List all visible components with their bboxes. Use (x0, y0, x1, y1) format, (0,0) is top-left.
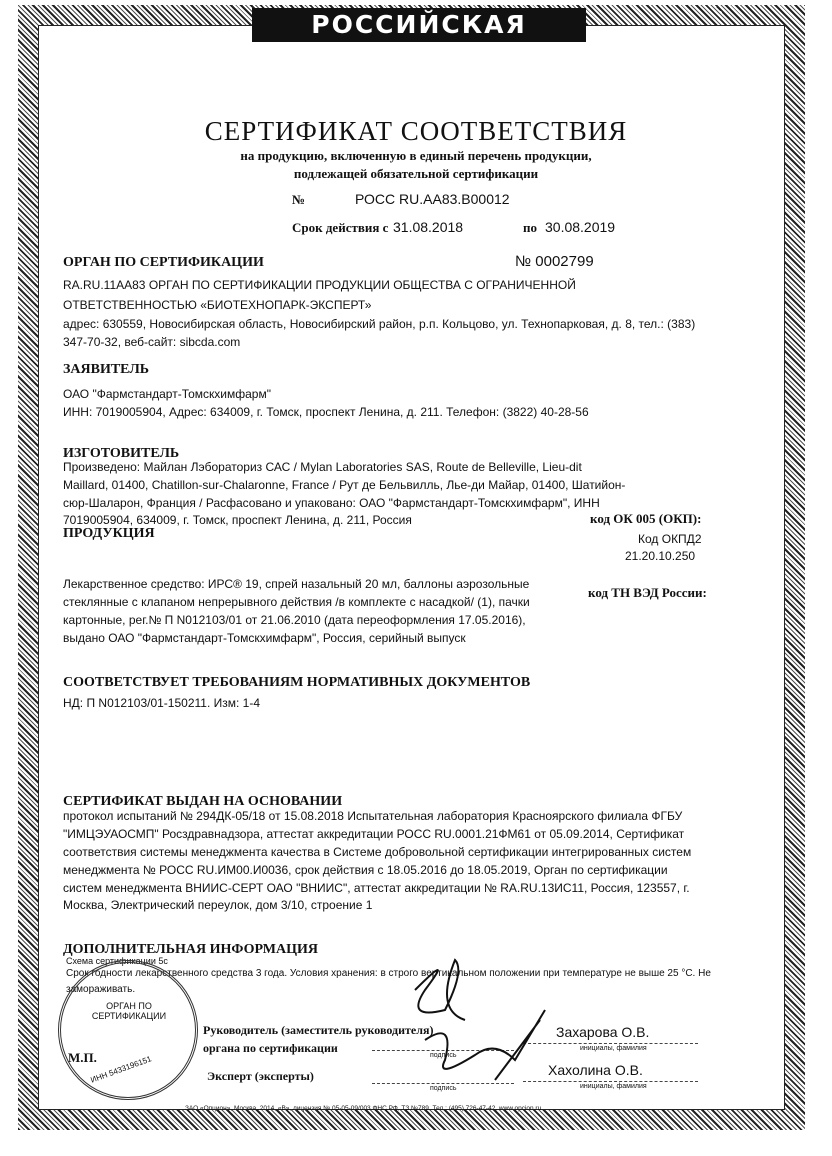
certification-body-heading: ОРГАН ПО СЕРТИФИКАЦИИ (63, 255, 264, 270)
text-line: протокол испытаний № 294ДК-05/18 от 15.08.2018 Испытательная лаборатория Красноярского филиала ФГБУ (63, 809, 683, 823)
signature-caption: подпись (430, 1052, 457, 1059)
text-line: RA.RU.11AA83 ОРГАН ПО СЕРТИФИКАЦИИ ПРОДУКЦИИ ОБЩЕСТВА С ОГРАНИЧЕННОЙ (63, 278, 576, 292)
name-caption: инициалы, фамилия (580, 1083, 647, 1090)
text-line: сюр-Шаларон, Франция / Расфасовано и упаковано: ОАО "Фармстандарт-Томскхимфарм", ИНН (63, 496, 600, 510)
name-caption: инициалы, фамилия (580, 1045, 647, 1052)
expert-label: Эксперт (эксперты) (207, 1069, 314, 1083)
certificate-number: РОСС RU.AA83.B00012 (355, 191, 510, 207)
validity-from: 31.08.2018 (393, 219, 464, 235)
document-title: СЕРТИФИКАТ СООТВЕТСТВИЯ (204, 116, 628, 146)
number-label: № (292, 192, 306, 207)
head-label: органа по сертификации (203, 1041, 338, 1055)
country-banner: РОССИЙСКАЯ ФЕДЕРАЦИЯ (252, 8, 586, 42)
text-line: 7019005904, 634009, г. Томск, проспект Ленина, д. 211, Россия (63, 513, 412, 527)
text-line: Maillard, 01400, Chatillon-sur-Chalaronne, France / Рут де Бельвилль, Лье-ди Майар, 01400, Шатийон- (63, 478, 626, 492)
text-line: адрес: 630559, Новосибирская область, Новосибирский район, р.п. Кольцово, ул. Технопарковая, д. 8, тел.: (383) (63, 317, 696, 331)
product-heading: ПРОДУКЦИЯ (63, 526, 155, 541)
handwritten-signature (395, 950, 555, 1110)
text-line: Произведено: Майлан Лэбораториз САС / Mylan Laboratories SAS, Route de Belleville, Lieu-dit (63, 460, 582, 474)
additional-heading: ДОПОЛНИТЕЛЬНАЯ ИНФОРМАЦИЯ (63, 942, 318, 957)
signature-caption: подпись (430, 1085, 457, 1092)
text-line: ОТВЕТСТВЕННОСТЬЮ «БИОТЕХНОПАРК-ЭКСПЕРТ» (63, 298, 372, 312)
manufacturer-heading: ИЗГОТОВИТЕЛЬ (63, 446, 180, 461)
text-line: картонные, рег.№ П N012103/01 от 21.06.2010 (дата переоформления 17.05.2016), (63, 613, 526, 627)
text-line: НД: П N012103/01-150211. Изм: 1-4 (63, 696, 261, 710)
text-line: 347-70-32, веб-сайт: sibcda.com (63, 335, 241, 349)
text-line: "ИМЦЭУАОСМП" Росздравнадзора, аттестат аккредитации РОСС RU.0001.21ФМ61 от 05.09.2014, Сертификат (63, 827, 685, 841)
okp-code-label: код ОК 005 (ОКП): (590, 511, 702, 526)
official-stamp: ОРГАН ПО СЕРТИФИКАЦИИ ИНН 5433196151 (58, 960, 198, 1100)
text-line: замораживать. (66, 984, 136, 995)
tnved-code-label: код ТН ВЭД России: (588, 585, 707, 600)
text-line: ОАО "Фармстандарт-Томскхимфарм" (63, 387, 271, 401)
text-line: менеджмента № РОСС RU.ИМ00.И0036, срок действия с 18.05.2016 до 18.05.2019, Орган по сертификации (63, 863, 668, 877)
text-line: Лекарственное средство: ИРС® 19, спрей назальный 20 мл, баллоны аэрозольные (63, 577, 530, 591)
printer-footer: ЗАО «Опцион», Москва, 2014, «В», лицензия № 05-05-09/003 ФНС РФ, ТЗ №789. Тел.: (495) 726-47-42, www.opcion.ru (185, 1105, 542, 1112)
head-name: Захарова О.В. (556, 1024, 650, 1040)
seal-place-label: М.П. (68, 1050, 97, 1065)
basis-heading: СЕРТИФИКАТ ВЫДАН НА ОСНОВАНИИ (63, 794, 343, 809)
okpd2-label: Код ОКПД2 (638, 532, 702, 546)
text-line: систем менеджмента ВНИИС-СЕРТ ОАО "ВНИИС", аттестат аккредитации № RA.RU.13ИС11, Россия, 123557, г. (63, 881, 690, 895)
text-line: стеклянные с клапаном непрерывного действия /в комплекте с насадкой/ (1), пачки (63, 595, 530, 609)
head-label: Руководитель (заместитель руководителя) (203, 1023, 434, 1037)
validity-to: 30.08.2019 (545, 219, 616, 235)
text-line: Срок годности лекарственного средства 3 года. Условия хранения: в строго вертикальном положении при температуре не выше 25 °С. Не (66, 968, 711, 979)
text-line: Схема сертификации 5с (66, 956, 168, 966)
form-number: № 0002799 (515, 253, 594, 270)
okpd2-value: 21.20.10.250 (625, 549, 696, 563)
expert-name: Хахолина О.В. (548, 1062, 643, 1078)
subtitle-line: на продукцию, включенную в единый перечень продукции, (240, 148, 592, 163)
validity-from-label: Срок действия с (292, 220, 389, 235)
conformity-heading: СООТВЕТСТВУЕТ ТРЕБОВАНИЯМ НОРМАТИВНЫХ ДОКУМЕНТОВ (63, 675, 531, 690)
text-line: соответствия системы менеджмента качества в Системе добровольной сертификации интегрированных систем (63, 845, 692, 859)
applicant-heading: ЗАЯВИТЕЛЬ (63, 362, 150, 377)
text-line: Москва, Электрический переулок, дом 3/10, строение 1 (63, 898, 373, 912)
text-line: ИНН: 7019005904, Адрес: 634009, г. Томск, проспект Ленина, д. 211. Телефон: (3822) 40-28-56 (63, 405, 589, 419)
subtitle-line: подлежащей обязательной сертификации (293, 166, 539, 181)
validity-to-label: по (523, 220, 537, 235)
text-line: выдано ОАО "Фармстандарт-Томскхимфарм", Россия, серийный выпуск (63, 631, 466, 645)
